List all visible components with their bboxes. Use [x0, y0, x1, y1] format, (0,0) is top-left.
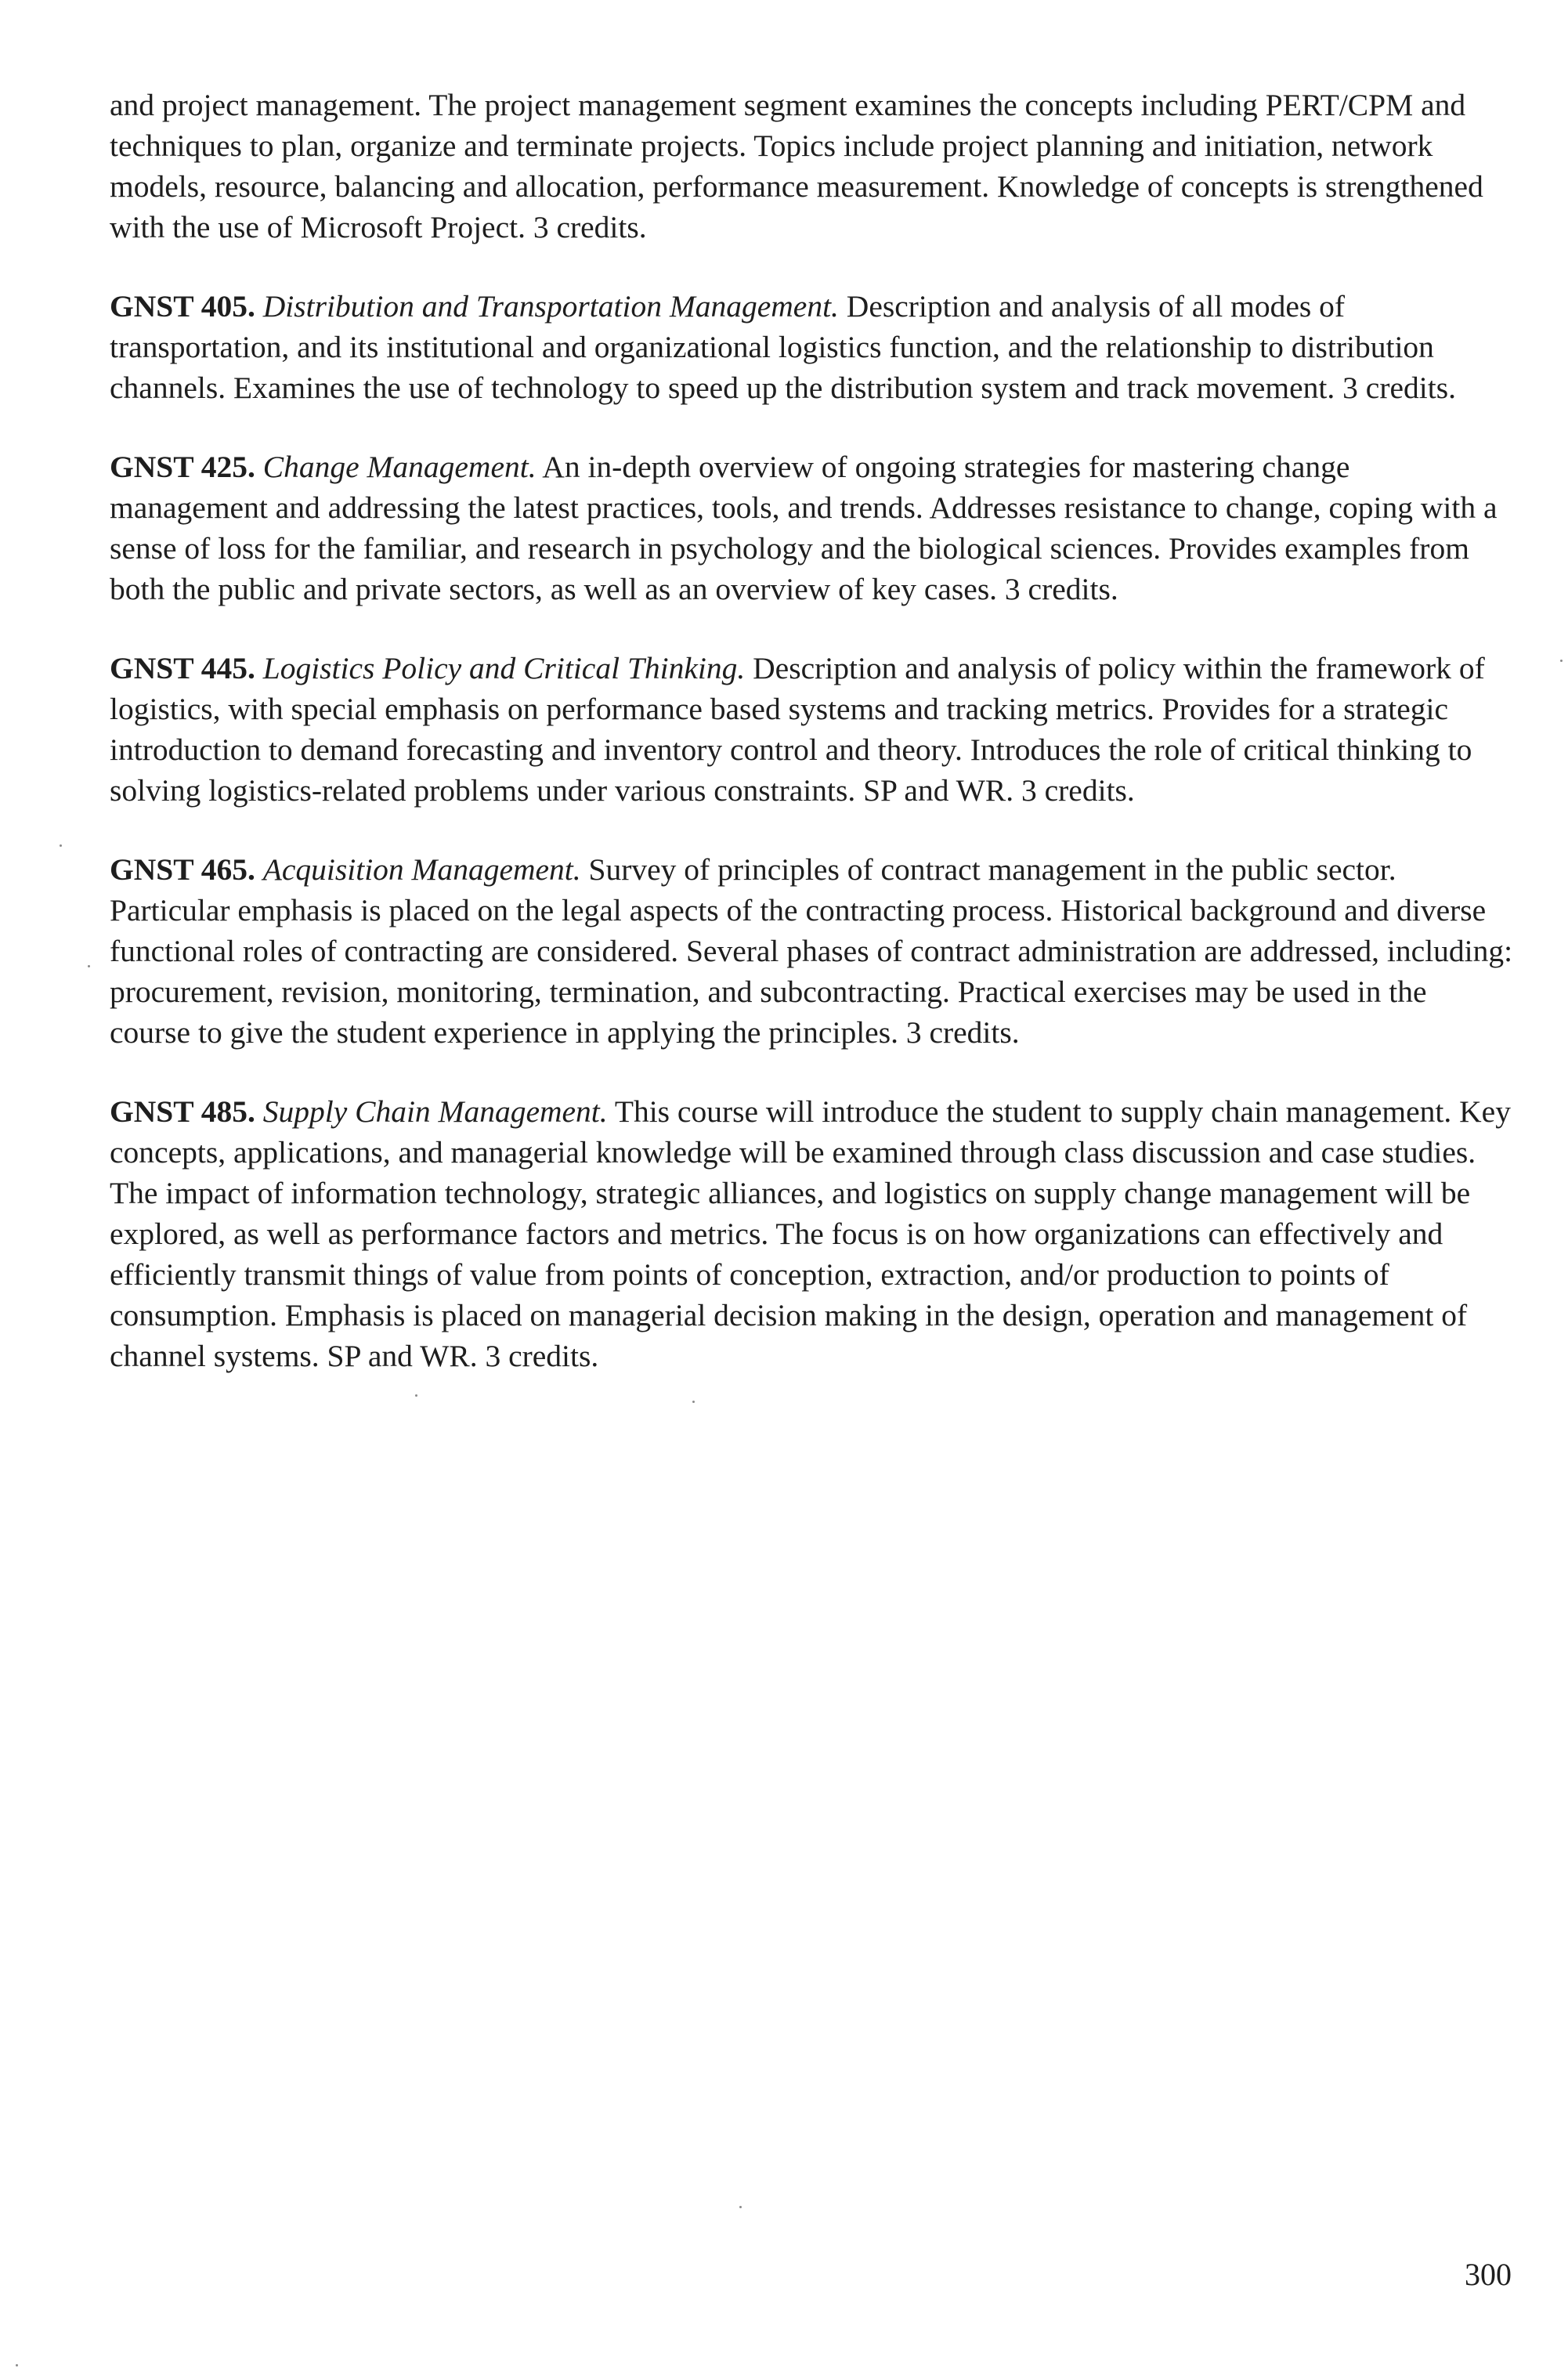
course-description: An in-depth overview of ongoing strategies for mastering change management and addressing the latest practices, tools, and trends. Addresses resistance to change, coping with a sense of loss for the familiar, and research in psychology and the biological sciences. Provides examples from both the public and private sectors, as well as an overview of key cases. 3 credits. — [110, 450, 1498, 606]
course-title: Distribution and Transportation Management. — [262, 289, 839, 324]
course-entry — [110, 648, 1513, 811]
course-entry — [110, 849, 1513, 1053]
course-description: This course will introduce the student to supply chain management. Key concepts, applications, and managerial knowledge will be examined through class discussion and case studies. The impact of information technology, strategic alliances, and logistics on supply change management will be explored, as well as performance factors and metrics. The focus is on how organizations can effectively and efficiently transmit things of value from points of conception, extraction, and/or production to points of consumption. Emphasis is placed on managerial decision making in the design, operation and management of channel systems. SP and WR. 3 credits. — [110, 1094, 1511, 1373]
course-entry — [110, 286, 1513, 408]
page-number: 300 — [1465, 2257, 1512, 2292]
course-description: Survey of principles of contract management in the public sector. Particular emphasis is placed on the legal aspects of the contracting process. Historical background and diverse functional roles of contracting are considered. Several phases of contract administration are addressed, including: procurement, revision, monitoring, termination, and subcontracting. Practical exercises may be used in the course to give the student experience in applying the principles. 3 credits. — [110, 852, 1513, 1050]
course-description: Description and analysis of policy within the framework of logistics, with special emphasis on performance based systems and tracking metrics. Provides for a strategic introduction to demand forecasting and inventory control and theory. Introduces the role of critical thinking to solving logistics-related problems under various constraints. SP and WR. 3 credits. — [110, 651, 1485, 808]
course-entry — [110, 447, 1513, 609]
course-title: Supply Chain Management. — [262, 1094, 608, 1129]
course-listing — [110, 85, 1513, 1376]
continuation-paragraph: and project management. The project management segment examines the concepts including PERT/CPM and techniques to plan, organize and terminate projects. Topics include project planning and initiation, network models, resource, balancing and allocation, performance measurement. Knowledge of concepts is strengthened with the use of Microsoft Project. 3 credits. — [110, 88, 1483, 244]
scan-speck — [60, 844, 62, 847]
course-code: GNST 425. — [110, 450, 255, 484]
course-title: Logistics Policy and Critical Thinking. — [262, 651, 746, 685]
scan-speck — [415, 1394, 417, 1397]
scan-speck — [88, 965, 90, 967]
scan-speck — [16, 2364, 18, 2366]
course-description: Description and analysis of all modes of transportation, and its institutional and organizational logistics function, and the relationship to distribution channels. Examines the use of technology to speed up the distribution system and track movement. 3 credits. — [110, 289, 1456, 405]
course-code: GNST 485. — [110, 1094, 255, 1129]
course-code: GNST 445. — [110, 651, 255, 685]
course-code: GNST 465. — [110, 852, 255, 887]
course-code: GNST 405. — [110, 289, 255, 324]
course-entry — [110, 1091, 1513, 1376]
scan-speck — [692, 1401, 695, 1403]
course-title: Acquisition Management. — [262, 852, 581, 887]
scan-speck — [1560, 660, 1563, 662]
course-title: Change Management. — [262, 450, 537, 484]
scan-speck — [739, 2206, 742, 2208]
